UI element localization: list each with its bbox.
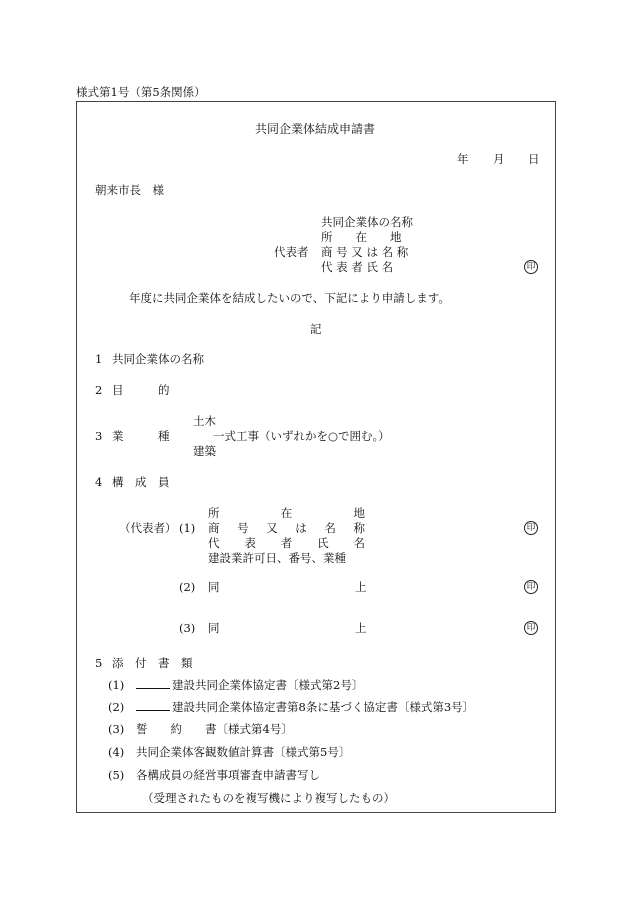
item-number: 4 [95, 475, 103, 489]
date-year: 年 [457, 152, 469, 166]
item-number: 2 [95, 383, 103, 397]
attachment-text: 誓 約 書〔様式第4号〕 [136, 722, 293, 736]
intro-sentence: 年度に共同企業体を結成したいので、下記により申請します。 [129, 291, 450, 305]
blank-underline [136, 700, 170, 711]
member-rep-name-label: 代 表 者 氏 名 [208, 536, 365, 550]
attachment-note: （受理されたものを複写機により複写したもの） [142, 791, 395, 805]
item-label: 添 付 書 類 [112, 656, 193, 670]
attachment-number: (1) [108, 678, 125, 692]
attachment-number: (4) [108, 745, 125, 759]
same-as-above-left: 同 [208, 580, 220, 594]
item-number: 5 [95, 656, 103, 670]
item-number: 3 [95, 429, 103, 443]
seal-mark: 印 [524, 621, 538, 635]
form-title: 共同企業体結成申請書 [255, 122, 376, 136]
applicant-jv-name-label: 共同企業体の名称 [321, 215, 413, 229]
item-number: 1 [95, 352, 103, 366]
same-as-above-left: 同 [208, 621, 220, 635]
member-number: (3) [179, 621, 196, 635]
seal-mark: 印 [524, 580, 538, 594]
member-address-label: 所 在 地 [208, 506, 365, 520]
attachment-text: 建設共同企業体協定書第8条に基づく協定書〔様式第3号〕 [136, 700, 474, 714]
addressee: 朝来市長 様 [95, 183, 164, 197]
industry-option-building: 建築 [193, 444, 216, 458]
item-label: 構 成 員 [112, 475, 170, 489]
member-number: (1) [179, 521, 196, 535]
attachment-number: (5) [108, 768, 125, 782]
item-label: 業 種 [112, 429, 170, 443]
seal-mark: 印 [524, 521, 538, 535]
applicant-rep-name-label: 代 表 者 氏 名 [321, 260, 394, 274]
applicant-address-label: 所 在 地 [321, 230, 402, 244]
member-trade-name-label: 商 号 又 は 名 称 [208, 521, 365, 535]
industry-option-civil: 土木 [193, 414, 216, 428]
same-as-above-right: 上 [355, 580, 367, 594]
applicant-representative-label: 代表者 [274, 245, 309, 259]
member-number: (2) [179, 580, 196, 594]
industry-instruction: 一式工事（いずれかを○で囲む。） [213, 429, 390, 443]
ki-heading: 記 [310, 322, 322, 336]
form-number-label: 様式第1号（第5条関係） [76, 85, 206, 99]
member-representative-tag: （代表者） [119, 521, 177, 535]
applicant-trade-name-label: 商 号 又 は 名 称 [321, 245, 409, 259]
date-day: 日 [528, 152, 540, 166]
attachment-number: (3) [108, 722, 125, 736]
attachment-text: 共同企業体客観数値計算書〔様式第5号〕 [136, 745, 351, 759]
item-label: 共同企業体の名称 [112, 352, 204, 366]
date-month: 月 [493, 152, 505, 166]
attachment-text: 建設共同企業体協定書〔様式第2号〕 [136, 678, 363, 692]
attachment-text: 各構成員の経営事項審査申請書写し [136, 768, 320, 782]
blank-underline [136, 678, 170, 689]
member-license-label: 建設業許可日、番号、業種 [208, 551, 346, 565]
item-label: 目 的 [112, 383, 170, 397]
same-as-above-right: 上 [355, 621, 367, 635]
attachment-number: (2) [108, 700, 125, 714]
seal-mark: 印 [524, 260, 538, 274]
